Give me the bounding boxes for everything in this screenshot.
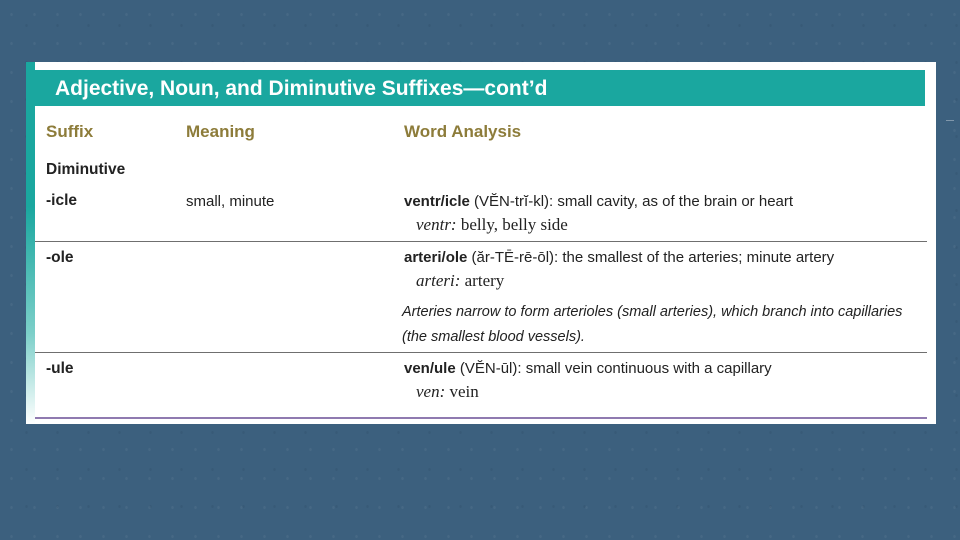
root-term: ven: xyxy=(416,382,446,401)
header-meaning: Meaning xyxy=(186,122,255,141)
row-suffix: -icle xyxy=(46,192,78,209)
row-note: Arteries narrow to form arterioles (small arteries), which branch into capillaries (the smallest blood vessels). xyxy=(402,304,903,345)
root-meaning: vein xyxy=(449,382,479,401)
definition: : small cavity, as of the brain or heart xyxy=(549,193,794,210)
term: arteri/ole xyxy=(404,249,468,266)
definition: : small vein continuous with a capillary xyxy=(517,360,772,377)
root-term: ventr: xyxy=(416,215,457,234)
slide-table-card xyxy=(26,62,936,424)
table-title: Adjective, Noun, and Diminutive Suffixes—cont’d xyxy=(55,77,548,100)
pronunciation: (ăr-TĒ-rē-ōl) xyxy=(471,249,555,266)
title-bar xyxy=(35,70,925,106)
row-divider xyxy=(35,241,927,242)
row-word-analysis xyxy=(404,193,793,210)
root-line xyxy=(416,271,504,291)
row-suffix: -ule xyxy=(46,360,74,377)
term: ven/ule xyxy=(404,360,456,377)
bottom-rule xyxy=(35,417,927,419)
definition: : the smallest of the arteries; minute artery xyxy=(554,249,835,266)
row-word-analysis xyxy=(404,249,834,266)
pronunciation: (VĔN-ūl) xyxy=(459,360,518,377)
root-line xyxy=(416,215,568,235)
row-divider xyxy=(35,352,927,353)
root-term: arteri: xyxy=(416,271,461,290)
category-label: Diminutive xyxy=(46,161,126,178)
header-suffix: Suffix xyxy=(46,122,94,141)
row-suffix: -ole xyxy=(46,249,74,266)
pronunciation: (VĔN-trĭ-kl) xyxy=(474,193,550,210)
root-line xyxy=(416,382,479,402)
root-meaning: artery xyxy=(464,271,505,290)
row-meaning: small, minute xyxy=(186,193,275,210)
term: ventr/icle xyxy=(404,193,470,210)
background-tick-mark xyxy=(946,120,954,121)
row-word-analysis xyxy=(404,360,772,377)
root-meaning: belly, belly side xyxy=(460,215,568,234)
header-word-analysis: Word Analysis xyxy=(404,122,522,141)
left-accent-stripe xyxy=(26,62,35,424)
